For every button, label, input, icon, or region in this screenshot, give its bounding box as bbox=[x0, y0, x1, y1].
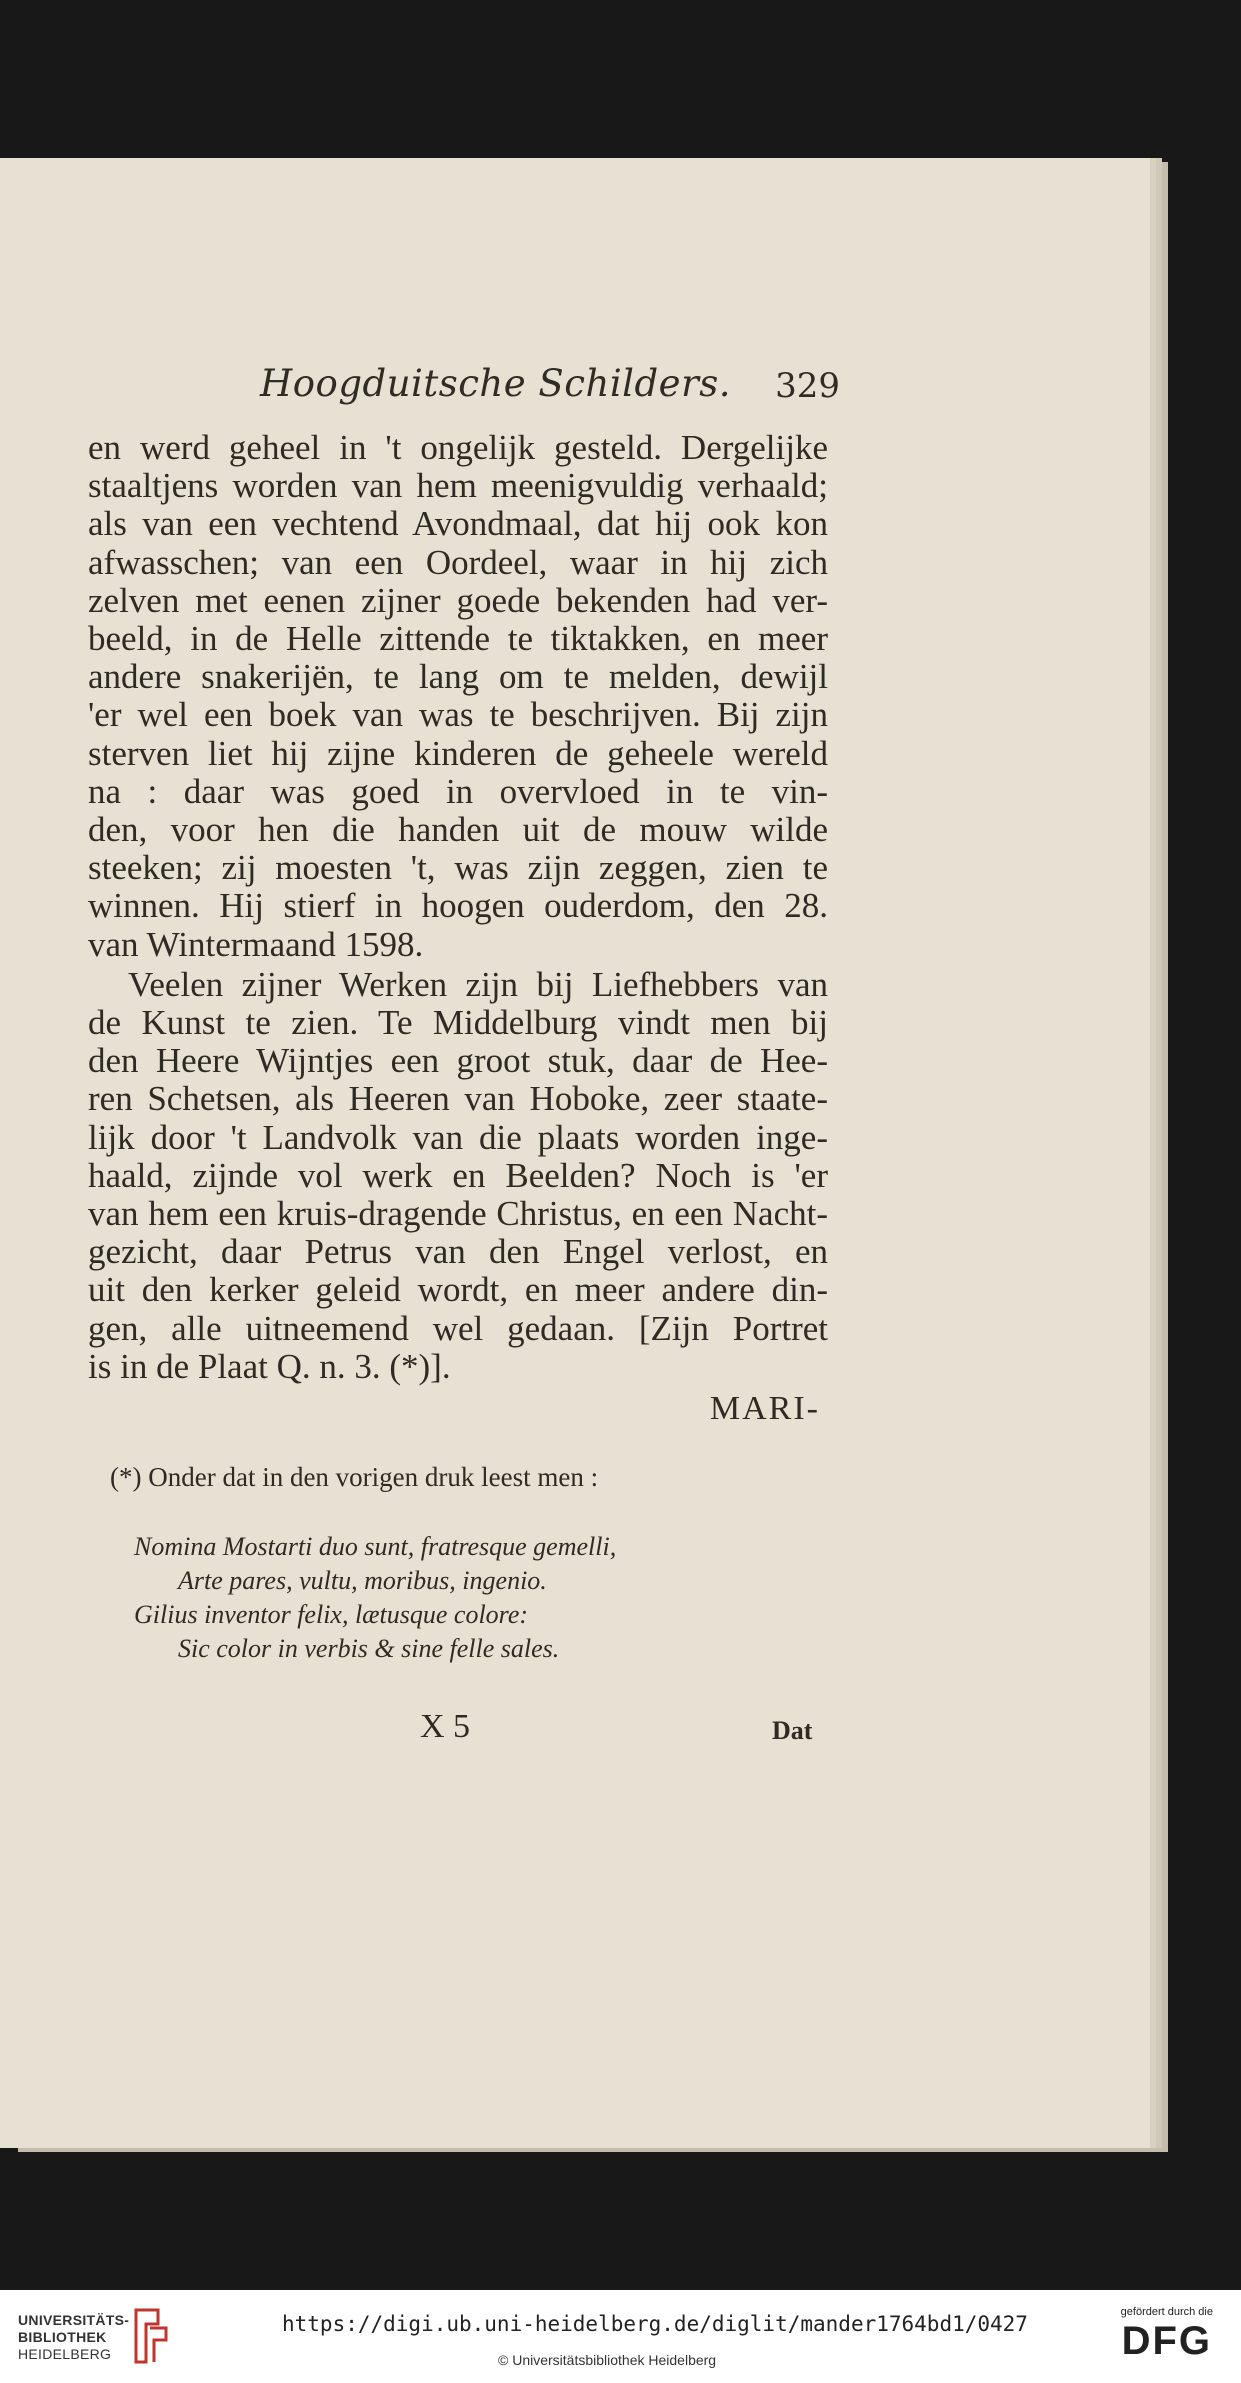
text-line: is in de Plaat Q. n. 3. (*)]. bbox=[88, 1347, 451, 1386]
text-line: beeld, in de Helle zittende te tiktakken, en meer bbox=[88, 619, 828, 658]
dfg-logo: DFG bbox=[1121, 2319, 1213, 2363]
text-line: andere snakerijën, te lang om te melden, dewijl bbox=[88, 657, 828, 696]
verse-line: Sic color in verbis & sine felle sales. bbox=[178, 1634, 560, 1663]
logo-line: BIBLIOTHEK bbox=[18, 2329, 107, 2345]
verse-line: Nomina Mostarti duo sunt, fratresque gemelli, bbox=[134, 1532, 617, 1561]
text-line: gen, alle uitneemend wel gedaan. [Zijn Portret bbox=[88, 1309, 828, 1348]
verse-line: Gilius inventor felix, lætusque colore: bbox=[134, 1600, 529, 1629]
text-line: steeken; zij moesten 't, was zijn zeggen, zien te bbox=[88, 848, 828, 887]
text-line: haald, zijnde vol werk en Beelden? Noch is 'er bbox=[88, 1156, 828, 1195]
text-line: en werd geheel in 't ongelijk gesteld. Dergelijke bbox=[88, 428, 828, 467]
text-line: den, voor hen die handen uit de mouw wilde bbox=[88, 810, 828, 849]
text-line: gezicht, daar Petrus van den Engel verlost, en bbox=[88, 1232, 828, 1271]
text-line: na : daar was goed in overvloed in te vin- bbox=[88, 772, 828, 811]
text-line: Veelen zijner Werken zijn bij Liefhebbers van bbox=[128, 965, 828, 1004]
footnote: (*) Onder dat in den vorigen druk leest men : bbox=[110, 1462, 599, 1492]
funded-by-label: gefördert durch die bbox=[1120, 2306, 1213, 2318]
catchword-top: MARI- bbox=[709, 1390, 820, 1427]
viewer-footer bbox=[0, 2290, 1241, 2383]
text-line: 'er wel een boek van was te beschrijven. Bij zijn bbox=[88, 695, 828, 734]
text-line: van Wintermaand 1598. bbox=[88, 925, 424, 964]
text-line: uit den kerker geleid wordt, en meer andere din- bbox=[88, 1270, 828, 1309]
text-line: zelven met eenen zijner goede bekenden had ver- bbox=[88, 581, 828, 620]
text-line: als van een vechtend Avondmaal, dat hij ook kon bbox=[88, 504, 828, 543]
copyright-notice: © Universitätsbibliothek Heidelberg bbox=[498, 2352, 717, 2368]
page-header bbox=[260, 362, 840, 418]
dfg-credit bbox=[1121, 2306, 1213, 2364]
verse-line: Arte pares, vultu, moribus, ingenio. bbox=[178, 1566, 547, 1595]
text-line: lijk door 't Landvolk van die plaats worden inge- bbox=[88, 1118, 828, 1157]
running-head: Hoogduitsche Schilders. bbox=[260, 362, 732, 405]
text-line: afwasschen; van een Oordeel, waar in hij zich bbox=[88, 543, 828, 582]
text-line: van hem een kruis-dragende Christus, en een Nacht- bbox=[88, 1194, 828, 1233]
logo-line: UNIVERSITÄTS- bbox=[18, 2312, 130, 2328]
page-number: 329 bbox=[775, 366, 840, 406]
text-line: ren Schetsen, als Heeren van Hoboke, zeer staate- bbox=[88, 1079, 828, 1118]
logo-line: HEIDELBERG bbox=[18, 2346, 112, 2362]
library-logo-icon bbox=[128, 2306, 172, 2366]
permalink-url[interactable]: https://digi.ub.uni-heidelberg.de/diglit/mander1764bd1/0427 bbox=[282, 2312, 1028, 2336]
catchword-bottom: Dat bbox=[772, 1716, 813, 1745]
text-line: den Heere Wijntjes een groot stuk, daar de Hee- bbox=[88, 1041, 828, 1080]
text-line: de Kunst te zien. Te Middelburg vindt men bij bbox=[88, 1003, 828, 1042]
library-logo-text bbox=[18, 2312, 129, 2363]
signature-mark: X 5 bbox=[420, 1708, 471, 1745]
text-line: sterven liet hij zijne kinderen de geheele wereld bbox=[88, 734, 828, 773]
text-line: winnen. Hij stierf in hoogen ouderdom, den 28. bbox=[88, 886, 828, 925]
text-line: staaltjens worden van hem meenigvuldig verhaald; bbox=[88, 466, 828, 505]
